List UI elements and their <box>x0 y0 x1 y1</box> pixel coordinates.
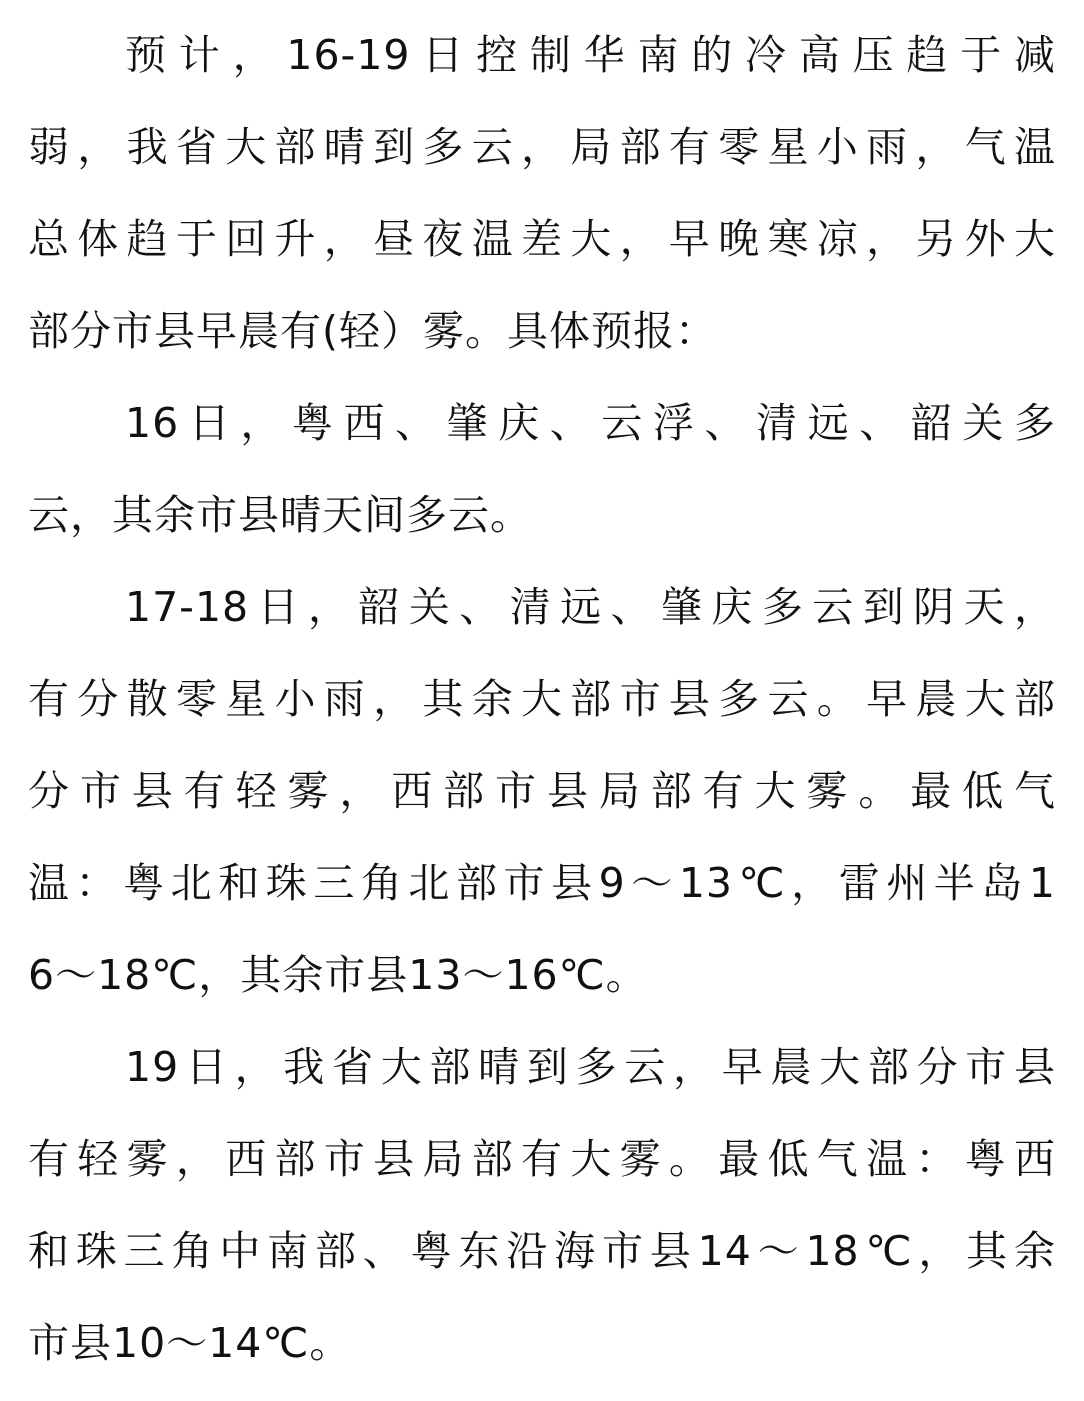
paragraph-3-line-1: 17-18日，韶关、清远、肇庆多云到阴天， <box>125 583 1056 631</box>
paragraph-1-line-2: 弱，我省大部晴到多云，局部有零星小雨，气温 <box>28 123 1056 171</box>
paragraph-3-line-5: 6～18℃，其余市县13～16℃。 <box>28 951 648 999</box>
paragraph-4-line-1: 19日，我省大部晴到多云，早晨大部分市县 <box>125 1043 1056 1091</box>
paragraph-3-line-3: 分市县有轻雾，西部市县局部有大雾。最低气 <box>28 767 1056 815</box>
paragraph-1-line-3: 总体趋于回升，昼夜温差大，早晚寒凉，另外大 <box>28 215 1056 263</box>
paragraph-2-line-2: 云，其余市县晴天间多云。 <box>28 491 532 539</box>
paragraph-4-line-3: 和珠三角中南部、粤东沿海市县14～18℃，其余 <box>28 1227 1056 1275</box>
paragraph-4-line-4: 市县10～14℃。 <box>28 1319 352 1367</box>
paragraph-3-line-4: 温：粤北和珠三角北部市县9～13℃，雷州半岛1 <box>28 859 1056 907</box>
paragraph-4-line-2: 有轻雾，西部市县局部有大雾。最低气温：粤西 <box>28 1135 1056 1183</box>
paragraph-1-line-4: 部分市县早晨有(轻）雾。具体预报： <box>28 307 717 355</box>
paragraph-2-line-1: 16日，粤西、肇庆、云浮、清远、韶关多 <box>125 399 1056 447</box>
paragraph-1-line-1: 预计，16-19日控制华南的冷高压趋于减 <box>125 31 1056 79</box>
paragraph-3-line-2: 有分散零星小雨，其余大部市县多云。早晨大部 <box>28 675 1056 723</box>
